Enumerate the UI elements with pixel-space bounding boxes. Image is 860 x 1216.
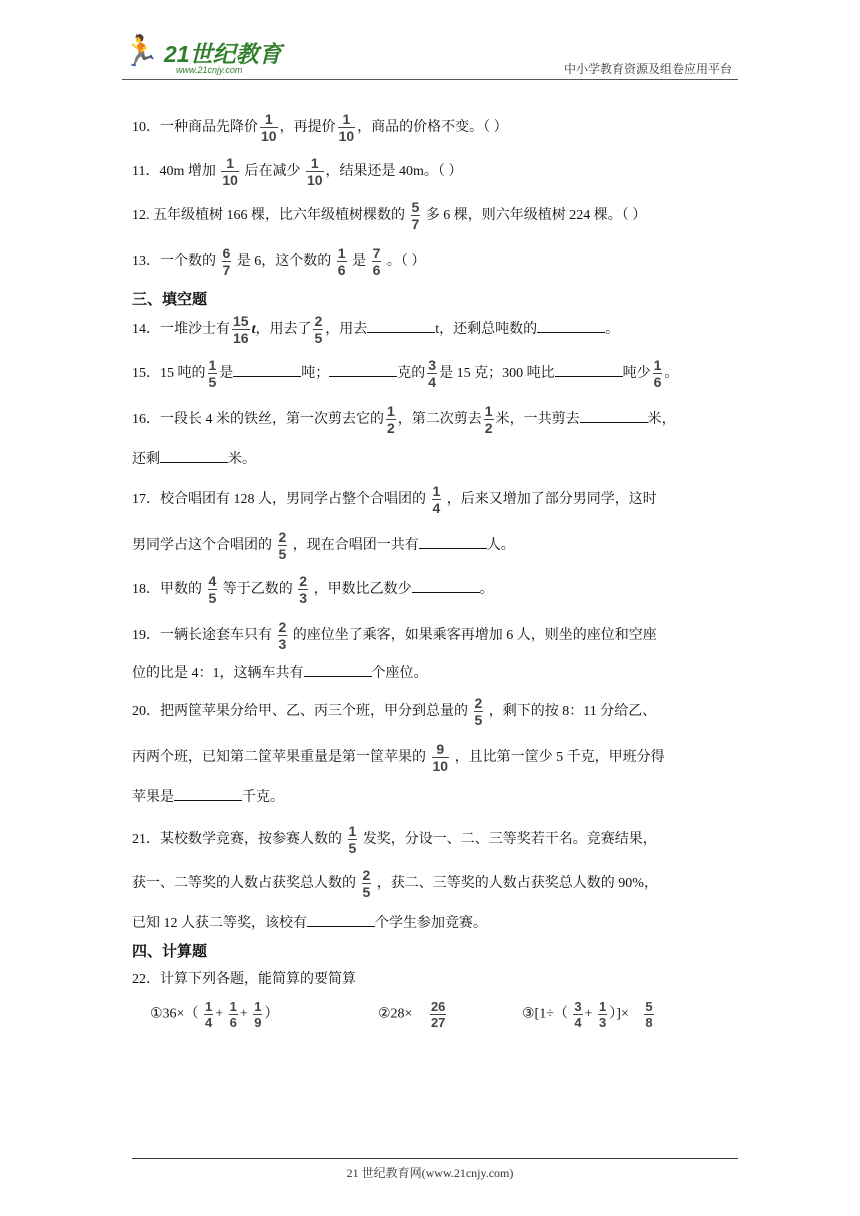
question-17 [132, 480, 732, 520]
fraction: $\frac{1}{6}$ [337, 245, 346, 279]
q22-text: 22．计算下列各题，能简算的要简算 [132, 972, 356, 987]
calc-item-2 [378, 1000, 448, 1029]
answer-blank[interactable] [329, 362, 397, 377]
question-21-line3 [132, 904, 732, 944]
q21-line3-a: 已知 12 人获二等奖，该校有 [132, 916, 307, 931]
q15-text-e: 是 15 克；300 吨比 [439, 366, 555, 381]
fraction: $\frac{1}{4}$ [432, 483, 441, 517]
calc-item-1 [150, 1000, 278, 1029]
fraction: $\frac{2}{5}$ [474, 695, 483, 729]
fraction: $\frac{2}{3}$ [299, 573, 308, 607]
fraction: $\frac{1}{5}$ [348, 823, 357, 857]
header-divider [122, 79, 738, 80]
q10-text-b: ，再提价 [279, 120, 336, 135]
question-17-line2 [132, 526, 732, 566]
q14-text-c: ，用去 [325, 322, 368, 337]
q19-text-b: 的座位坐了乘客，如果乘客再增加 6 人，则坐的座位和空座 [289, 628, 657, 643]
question-20-line3 [132, 778, 732, 818]
q19-line2-b: 个座位。 [371, 666, 428, 681]
fraction: $\frac{1}{3}$ [599, 999, 607, 1030]
q20-line2-b: ，且比第一筐少 5 千克，甲班分得 [451, 750, 665, 765]
q18-text-b: 等于乙数的 [219, 582, 297, 597]
fraction: $\frac{2}{3}$ [278, 619, 287, 653]
q21-line2-a: 获一、二等奖的人数占获奖总人数的 [132, 876, 360, 891]
answer-blank[interactable] [419, 534, 487, 549]
question-19 [132, 616, 732, 656]
fraction: $\frac{1}{10}$ [306, 155, 323, 189]
q16-line2-b: 米。 [228, 452, 256, 467]
question-11 [132, 152, 732, 192]
q15-text-a: 15．15 吨的 [132, 366, 206, 381]
fraction: $\frac{4}{5}$ [208, 573, 217, 607]
header-platform-text: 中小学教育资源及组卷应用平台 [563, 62, 732, 76]
question-21 [132, 820, 732, 860]
answer-blank[interactable] [160, 448, 228, 463]
fraction: $\frac{9}{10}$ [432, 741, 449, 775]
q15-text-d: 克的 [397, 366, 426, 381]
question-15 [132, 354, 732, 394]
q16-text-b: ，第二次剪去 [397, 412, 482, 427]
fraction: $\frac{5}{7}$ [411, 199, 420, 233]
question-16 [132, 400, 732, 440]
q12-text-a: 12. 五年级植树 166 棵，比六年级植树棵数的 [132, 208, 409, 223]
calc2-text-a: ②28× [378, 1006, 413, 1022]
q11-text-b: 后在减少 [240, 164, 304, 179]
fraction: $\frac{2}{5}$ [278, 529, 287, 563]
section-title-fill-blank: 三、填空题 [132, 290, 208, 308]
logo-text: 21世纪教育 [164, 41, 282, 67]
q12-text-b: 多 6 棵，则六年级植树 224 棵。（ ） [422, 208, 647, 223]
fraction: $\frac{1}{6}$ [229, 999, 237, 1030]
answer-blank[interactable] [555, 362, 623, 377]
fraction: $\frac{2}{5}$ [362, 867, 371, 901]
q11-text-c: ，结果还是 40m。（ ） [325, 164, 463, 179]
q17-text-b: ，后来又增加了部分男同学，这时 [443, 492, 657, 507]
q20-line2-a: 丙两个班，已知第二筐苹果重量是第一筐苹果的 [132, 750, 430, 765]
q14-text-b: ，用去了 [255, 322, 312, 337]
fraction: $\frac{26}{27}$ [430, 999, 446, 1030]
question-22 [132, 960, 732, 1000]
q15-text-f: 吨少 [622, 366, 651, 381]
site-logo[interactable] [122, 34, 292, 76]
answer-blank[interactable] [233, 362, 301, 377]
section-title-calculation: 四、计算题 [132, 942, 208, 960]
q21-line3-b: 个学生参加竞赛。 [375, 916, 487, 931]
unit-t: t [251, 322, 256, 337]
fraction: $\frac{1}{6}$ [653, 357, 662, 391]
q16-text-d: 米， [647, 412, 676, 427]
fraction: $\frac{1}{5}$ [208, 357, 217, 391]
q16-line2-a: 还剩 [132, 452, 160, 467]
fraction: $\frac{1}{9}$ [254, 999, 262, 1030]
fraction: $\frac{1}{10}$ [261, 111, 277, 145]
q18-text-a: 18．甲数的 [132, 582, 206, 597]
q10-text-a: 10．一种商品先降价 [132, 120, 258, 135]
q21-text-a: 21．某校数学竞赛，按参赛人数的 [132, 832, 346, 847]
q15-text-b: 是 [219, 366, 234, 381]
q20-line3-a: 苹果是 [132, 790, 174, 805]
q13-text-d: 。（ ） [383, 254, 426, 269]
fraction: $\frac{5}{8}$ [645, 999, 653, 1030]
calc-item-3 [522, 1000, 656, 1029]
question-13 [132, 242, 732, 282]
calc1-text-b: ） [264, 1006, 279, 1022]
q15-text-g: 。 [664, 366, 679, 381]
plus-sign: + [215, 1006, 224, 1022]
q21-line2-b: ，获二、三等奖的人数占获奖总人数的 90%， [373, 876, 658, 891]
q16-text-a: 16．一段长 4 米的铁丝，第一次剪去它的 [132, 412, 384, 427]
q21-text-b: 发奖，分设一、二、三等奖若干名。竞赛结果， [359, 832, 657, 847]
runner-icon: 🏃 [122, 35, 160, 68]
plus-sign: + [584, 1006, 593, 1022]
fraction: $\frac{3}{4}$ [428, 357, 437, 391]
fraction: $\frac{2}{5}$ [314, 313, 323, 347]
q13-text-b: 是 6，这个数的 [233, 254, 335, 269]
q15-text-c: 吨； [301, 366, 330, 381]
q13-text-c: 是 [348, 254, 370, 269]
q14-text-e: 。 [605, 322, 620, 337]
q16-text-c: 米，一共剪去 [495, 412, 580, 427]
page-footer: 21 世纪教育网(www.21cnjy.com) [346, 1166, 514, 1180]
q11-text-a: 11．40m 增加 [132, 164, 220, 179]
fraction: $\frac{1}{2}$ [387, 403, 395, 437]
q20-text-b: ，剩下的按 8：11 分给乙、 [485, 704, 657, 719]
answer-blank[interactable] [307, 912, 375, 927]
calc3-text-a: ③[1÷（ [522, 1006, 568, 1022]
question-20-line2 [132, 738, 732, 778]
fraction: $\frac{3}{4}$ [574, 999, 582, 1030]
q20-text-a: 20．把两筐苹果分给甲、乙、丙三个班，甲分到总量的 [132, 704, 472, 719]
fraction: $\frac{7}{6}$ [372, 245, 381, 279]
q13-text-a: 13．一个数的 [132, 254, 220, 269]
logo-url: www.21cnjy.com [176, 65, 243, 75]
question-16-line2 [132, 440, 732, 480]
q17-line2-b: ，现在合唱团一共有 [289, 538, 419, 553]
q17-text-a: 17．校合唱团有 128 人，男同学占整个合唱团的 [132, 492, 430, 507]
question-14 [132, 310, 732, 350]
calc1-text-a: ①36×（ [150, 1006, 199, 1022]
question-10 [132, 108, 732, 148]
q19-line2-a: 位的比是 4：1，这辆车共有 [132, 666, 304, 681]
fraction: $\frac{1}{2}$ [484, 403, 493, 437]
answer-blank[interactable] [174, 786, 242, 801]
page-header [0, 0, 860, 80]
q19-text-a: 19．一辆长途套车只有 [132, 628, 276, 643]
calc3-text-b: ）]× [609, 1006, 629, 1022]
question-12 [132, 196, 732, 236]
fraction: $\frac{6}{7}$ [222, 245, 231, 279]
fraction: $\frac{1}{10}$ [338, 111, 355, 145]
answer-blank[interactable] [412, 578, 480, 593]
plus-sign: + [239, 1006, 248, 1022]
answer-blank[interactable] [580, 408, 648, 423]
answer-blank[interactable] [537, 318, 605, 333]
q10-text-c: ，商品的价格不变。（ ） [357, 120, 508, 135]
question-18 [132, 570, 732, 610]
q18-text-c: ，甲数比乙数少 [310, 582, 412, 597]
fraction: $\frac{1}{10}$ [222, 155, 238, 189]
answer-blank[interactable] [304, 662, 372, 677]
fraction: $\frac{1}{4}$ [204, 999, 213, 1030]
footer-divider [132, 1158, 738, 1159]
q20-line3-b: 千克。 [242, 790, 284, 805]
q14-text-d: t，还剩总吨数的 [435, 322, 538, 337]
q14-text-a: 14．一堆沙士有 [132, 322, 230, 337]
q18-text-d: 。 [479, 582, 494, 597]
fraction: $\frac{15}{16}$ [233, 313, 249, 347]
answer-blank[interactable] [367, 318, 435, 333]
q17-line2-c: 人。 [486, 538, 515, 553]
question-19-line2 [132, 654, 732, 694]
question-20 [132, 692, 732, 732]
question-21-line2 [132, 864, 732, 904]
q17-line2-a: 男同学占这个合唱团的 [132, 538, 276, 553]
